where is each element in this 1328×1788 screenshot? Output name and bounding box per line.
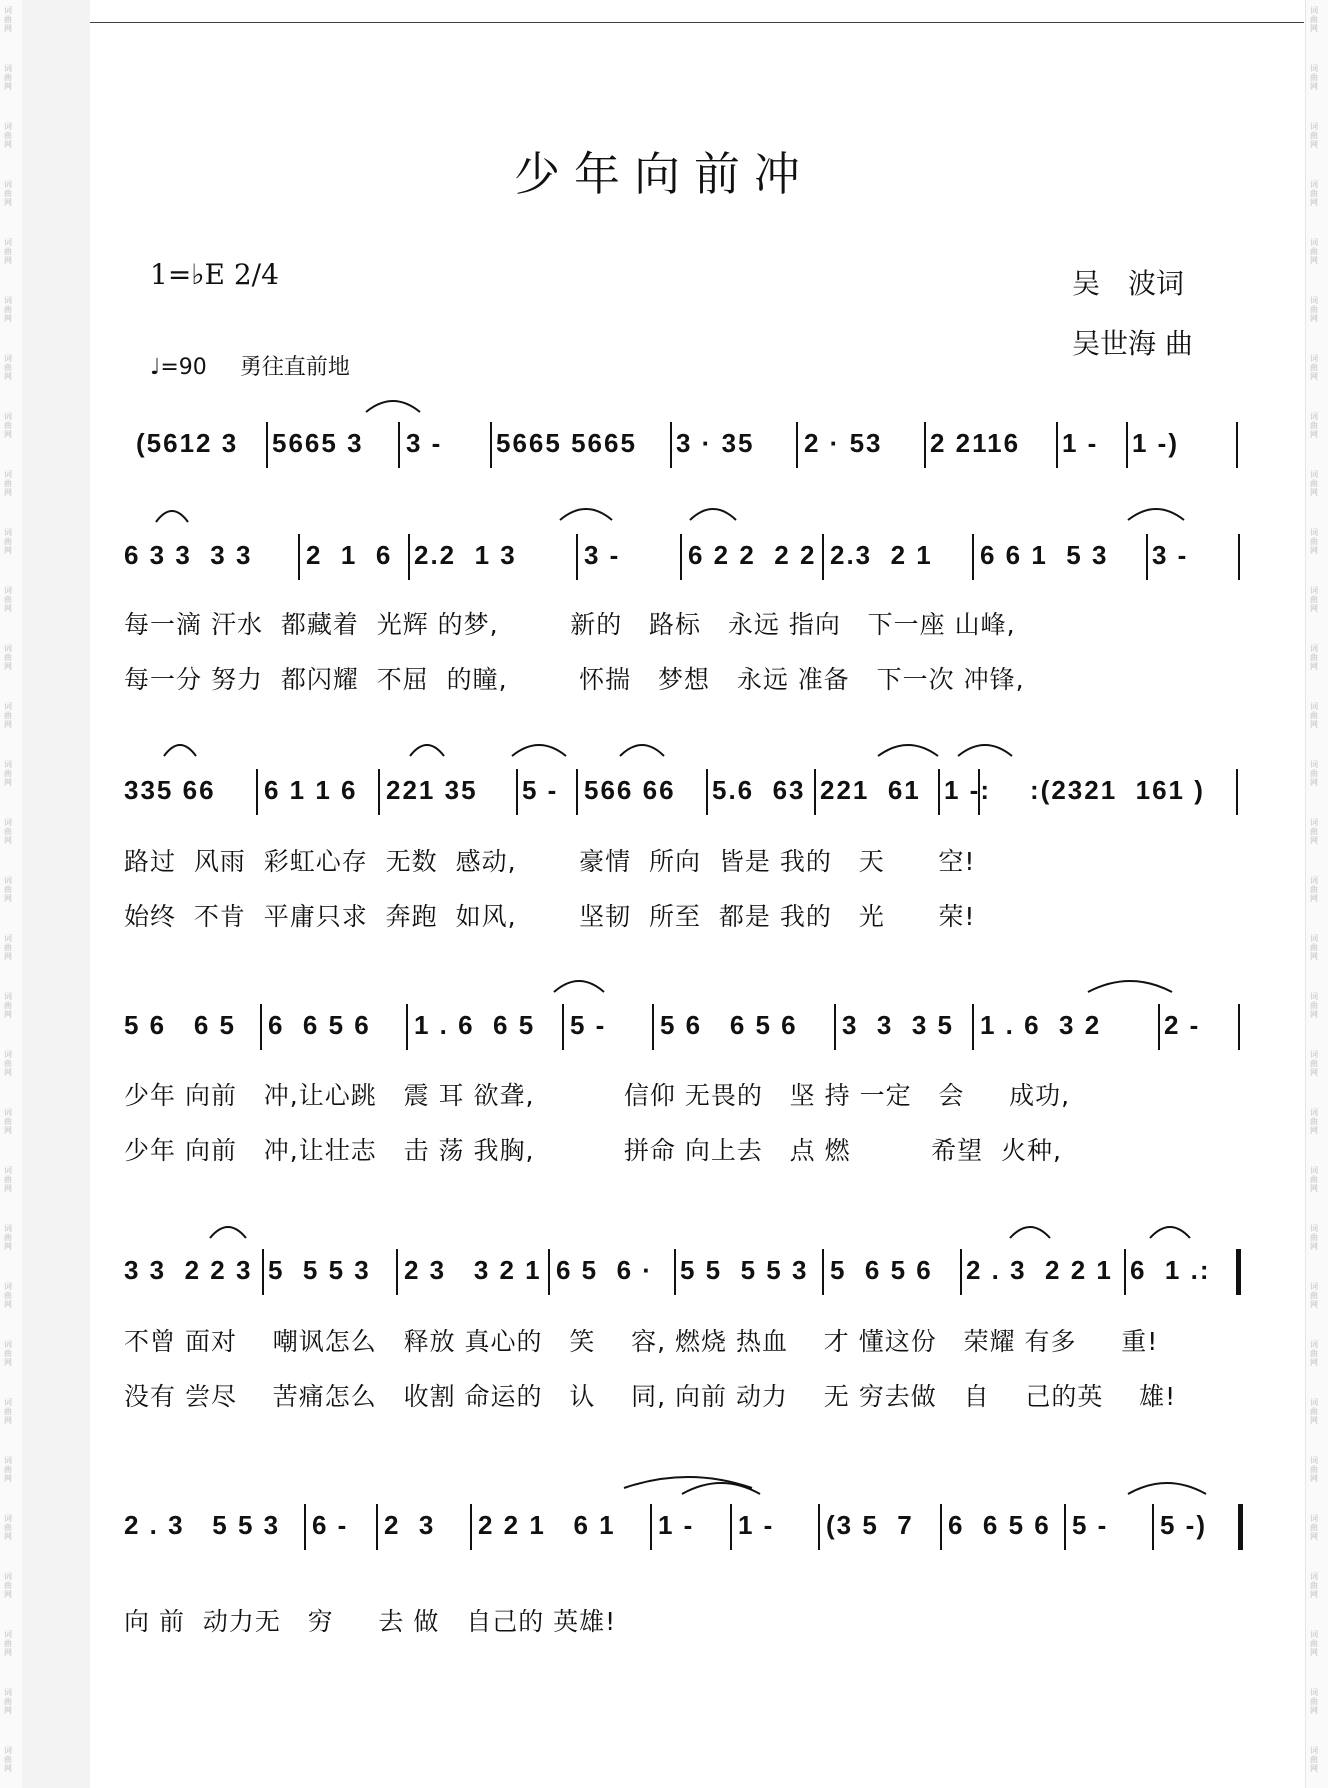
watermark-text: 词曲网: [1310, 412, 1318, 439]
measure-notes: 2 3: [384, 1510, 436, 1540]
watermark-text: 词曲网: [1310, 1340, 1318, 1367]
watermark-text: 词曲网: [1310, 1282, 1318, 1309]
measure-notes: 6 -: [312, 1510, 349, 1540]
slur-arc: [1010, 1227, 1050, 1238]
measure-notes: 6 6 5 6: [268, 1010, 371, 1040]
measure-notes: 1 -: [1062, 428, 1099, 458]
watermark-text: 词曲网: [4, 760, 12, 787]
lyric-line: 少年 向前 冲,让心跳 震 耳 欲聋, 信仰 无畏的 坚 持 一定 会 成功,: [124, 1081, 1071, 1110]
slur-arc: [1128, 509, 1184, 520]
slur-arc: [958, 745, 1012, 756]
lyric-line: 每一分 努力 都闪耀 不屈 的瞳, 怀揣 梦想 永远 准备 下一次 冲锋,: [124, 665, 1025, 694]
watermark-text: 词曲网: [4, 1166, 12, 1193]
measure-notes: 3 -: [1152, 540, 1189, 570]
measure-notes: 6 6 5 6: [948, 1510, 1051, 1540]
watermark-text: 词曲网: [1310, 702, 1318, 729]
measure-notes: 1 -:: [944, 775, 991, 805]
measure-notes: 2 · 53: [804, 428, 883, 458]
measure-notes: 3 -: [406, 428, 443, 458]
watermark-text: 词曲网: [4, 1630, 12, 1657]
watermark-text: 词曲网: [1310, 586, 1318, 613]
measure-notes: 3 3 3 5: [842, 1010, 954, 1040]
measure-notes: 221 61: [820, 775, 921, 805]
watermark-text: 词曲网: [4, 1688, 12, 1715]
lyric-line: 始终 不肯 平庸只求 奔跑 如风, 坚韧 所至 都是 我的 光 荣!: [124, 902, 976, 931]
watermark-text: 词曲网: [4, 818, 12, 845]
expression-marking: 勇往直前地: [239, 355, 350, 380]
measure-notes: 2 1 6: [306, 540, 393, 570]
measure-notes: 5 6 6 5 6: [660, 1010, 798, 1040]
slur-arc: [164, 745, 196, 756]
watermark-text: 词曲网: [4, 992, 12, 1019]
watermark-text: 词曲网: [1310, 354, 1318, 381]
measure-notes: 2.2 1 3: [414, 540, 517, 570]
watermark-text: 词曲网: [4, 1050, 12, 1077]
measure-notes: 5 6 5 6: [830, 1255, 933, 1285]
watermark-text: 词曲网: [1310, 64, 1318, 91]
measure-notes: 3 -: [584, 540, 621, 570]
watermark-text: 词曲网: [4, 934, 12, 961]
lyric-line: 每一滴 汗水 都藏着 光辉 的梦, 新的 路标 永远 指向 下一座 山峰,: [124, 610, 1016, 639]
measure-notes: 1 -: [658, 1510, 695, 1540]
measure-notes: (3 5 7: [826, 1510, 914, 1540]
slur-arc: [690, 509, 736, 520]
measure-notes: 3 · 35: [676, 428, 755, 458]
lyricist-credit: 吴 波词: [1072, 267, 1185, 300]
slur-arc: [624, 1477, 752, 1488]
measure-notes: 6 2 2 2 2: [688, 540, 817, 570]
song-title: 少年向前冲: [514, 147, 814, 201]
measure-notes: 566 66: [584, 775, 676, 805]
measure-notes: 5665 3: [272, 428, 364, 458]
watermark-text: 词曲网: [1310, 992, 1318, 1019]
watermark-text: 词曲网: [4, 644, 12, 671]
watermark-text: 词曲网: [4, 1340, 12, 1367]
lyric-line: 路过 风雨 彩虹心存 无数 感动, 豪情 所向 皆是 我的 天 空!: [124, 847, 976, 876]
measure-notes: 5 -: [522, 775, 559, 805]
watermark-text: 词曲网: [4, 1398, 12, 1425]
slur-arc: [366, 401, 420, 412]
measure-notes: 3 3 2 2 3: [124, 1255, 253, 1285]
measure-notes: 6 6 1 5 3: [980, 540, 1109, 570]
watermark-text: 词曲网: [1310, 760, 1318, 787]
watermark-text: 词曲网: [4, 354, 12, 381]
tempo-value: ♩=90: [150, 355, 207, 380]
watermark-text: 词曲网: [1310, 6, 1318, 33]
watermark-text: 词曲网: [1310, 1688, 1318, 1715]
watermark-text: 词曲网: [4, 528, 12, 555]
slur-arc: [560, 509, 612, 520]
watermark-text: 词曲网: [1310, 238, 1318, 265]
watermark-text: 词曲网: [4, 1108, 12, 1135]
watermark-text: 词曲网: [4, 586, 12, 613]
slur-arc: [156, 511, 188, 522]
lyric-line: 向 前 动力无 穷 去 做 自己的 英雄!: [124, 1607, 617, 1636]
measure-notes: 221 35: [386, 775, 478, 805]
measure-notes: 1 -: [738, 1510, 775, 1540]
slur-arc: [1128, 1483, 1206, 1494]
measure-notes: 5 5 5 5 3: [680, 1255, 809, 1285]
measure-notes: 2 . 3 5 5 3: [124, 1510, 281, 1540]
watermark-text: 词曲网: [1310, 1166, 1318, 1193]
measure-notes: 5 6 6 5: [124, 1010, 236, 1040]
slur-arc: [878, 745, 938, 756]
watermark-text: 词曲网: [4, 180, 12, 207]
watermark-text: 词曲网: [4, 876, 12, 903]
watermark-text: 词曲网: [4, 296, 12, 323]
measure-notes: 2 3 3 2 1: [404, 1255, 542, 1285]
measure-notes: (5612 3: [136, 428, 239, 458]
measure-notes: 1 -): [1132, 428, 1179, 458]
watermark-text: 词曲网: [1310, 180, 1318, 207]
watermark-text: 词曲网: [4, 412, 12, 439]
slur-arc: [210, 1227, 246, 1238]
measure-notes: 5 5 5 3: [268, 1255, 371, 1285]
watermark-text: 词曲网: [1310, 934, 1318, 961]
watermark-text: 词曲网: [1310, 1398, 1318, 1425]
watermark-text: 词曲网: [4, 238, 12, 265]
key-signature: 1=♭E 2/4: [150, 258, 279, 291]
watermark-text: 词曲网: [4, 1456, 12, 1483]
watermark-text: 词曲网: [4, 1746, 12, 1773]
watermark-text: 词曲网: [4, 122, 12, 149]
lyric-line: 没有 尝尽 苦痛怎么 收割 命运的 认 同, 向前 动力 无 穷去做 自 己的英 雄!: [124, 1382, 1177, 1411]
watermark-text: 词曲网: [1310, 470, 1318, 497]
watermark-text: 词曲网: [1310, 644, 1318, 671]
watermark-text: 词曲网: [4, 1514, 12, 1541]
measure-notes: 6 1 .:: [1130, 1255, 1211, 1285]
measure-notes: 2 2116: [930, 428, 1021, 458]
measure-notes: 5.6 63: [712, 775, 806, 805]
watermark-text: 词曲网: [1310, 818, 1318, 845]
watermark-text: 词曲网: [1310, 1514, 1318, 1541]
watermark-text: 词曲网: [1310, 1746, 1318, 1773]
measure-notes: 2 . 3 2 2 1: [966, 1255, 1113, 1285]
slur-arc: [682, 1483, 760, 1494]
watermark-text: 词曲网: [4, 6, 12, 33]
watermark-text: 词曲网: [1310, 122, 1318, 149]
slur-arc: [1150, 1227, 1190, 1238]
measure-notes: 6 1 1 6: [264, 775, 358, 805]
measure-notes: 2 -: [1164, 1010, 1201, 1040]
lyric-line: 不曾 面对 嘲讽怎么 释放 真心的 笑 容, 燃烧 热血 才 懂这份 荣耀 有多 重!: [124, 1327, 1159, 1356]
watermark-text: 词曲网: [4, 470, 12, 497]
watermark-text: 词曲网: [1310, 1108, 1318, 1135]
watermark-text: 词曲网: [1310, 876, 1318, 903]
watermark-text: 词曲网: [4, 1282, 12, 1309]
slur-arc: [620, 745, 664, 756]
watermark-text: 词曲网: [1310, 296, 1318, 323]
measure-notes: 5 -: [570, 1010, 607, 1040]
measure-notes: 1 . 6 6 5: [414, 1010, 536, 1040]
watermark-text: 词曲网: [4, 1572, 12, 1599]
measure-notes: 1 . 6 3 2: [980, 1010, 1102, 1040]
watermark-text: 词曲网: [1310, 528, 1318, 555]
watermark-text: 词曲网: [4, 64, 12, 91]
slur-arc: [554, 981, 604, 992]
watermark-text: 词曲网: [1310, 1572, 1318, 1599]
measure-notes: :(2321 161 ): [1030, 775, 1205, 805]
watermark-text: 词曲网: [1310, 1050, 1318, 1077]
composer-credit: 吴世海 曲: [1072, 327, 1193, 360]
measure-notes: 6 5 6 ·: [556, 1255, 653, 1285]
measure-notes: 2.3 2 1: [830, 540, 933, 570]
measure-notes: 335 66: [124, 775, 216, 805]
measure-notes: 5 -): [1160, 1510, 1207, 1540]
slur-arc: [512, 745, 566, 756]
slur-arc: [410, 745, 444, 756]
lyric-line: 少年 向前 冲,让壮志 击 荡 我胸, 拼命 向上去 点 燃 希望 火种,: [124, 1136, 1062, 1165]
watermark-text: 词曲网: [1310, 1456, 1318, 1483]
watermark-text: 词曲网: [4, 702, 12, 729]
measure-notes: 2 2 1 6 1: [478, 1510, 616, 1540]
measure-notes: 5665 5665: [496, 428, 637, 458]
watermark-text: 词曲网: [4, 1224, 12, 1251]
watermark-text: 词曲网: [1310, 1224, 1318, 1251]
watermark-text: 词曲网: [1310, 1630, 1318, 1657]
measure-notes: 6 3 3 3 3: [124, 540, 253, 570]
slur-arc: [1088, 981, 1172, 992]
measure-notes: 5 -: [1072, 1510, 1109, 1540]
